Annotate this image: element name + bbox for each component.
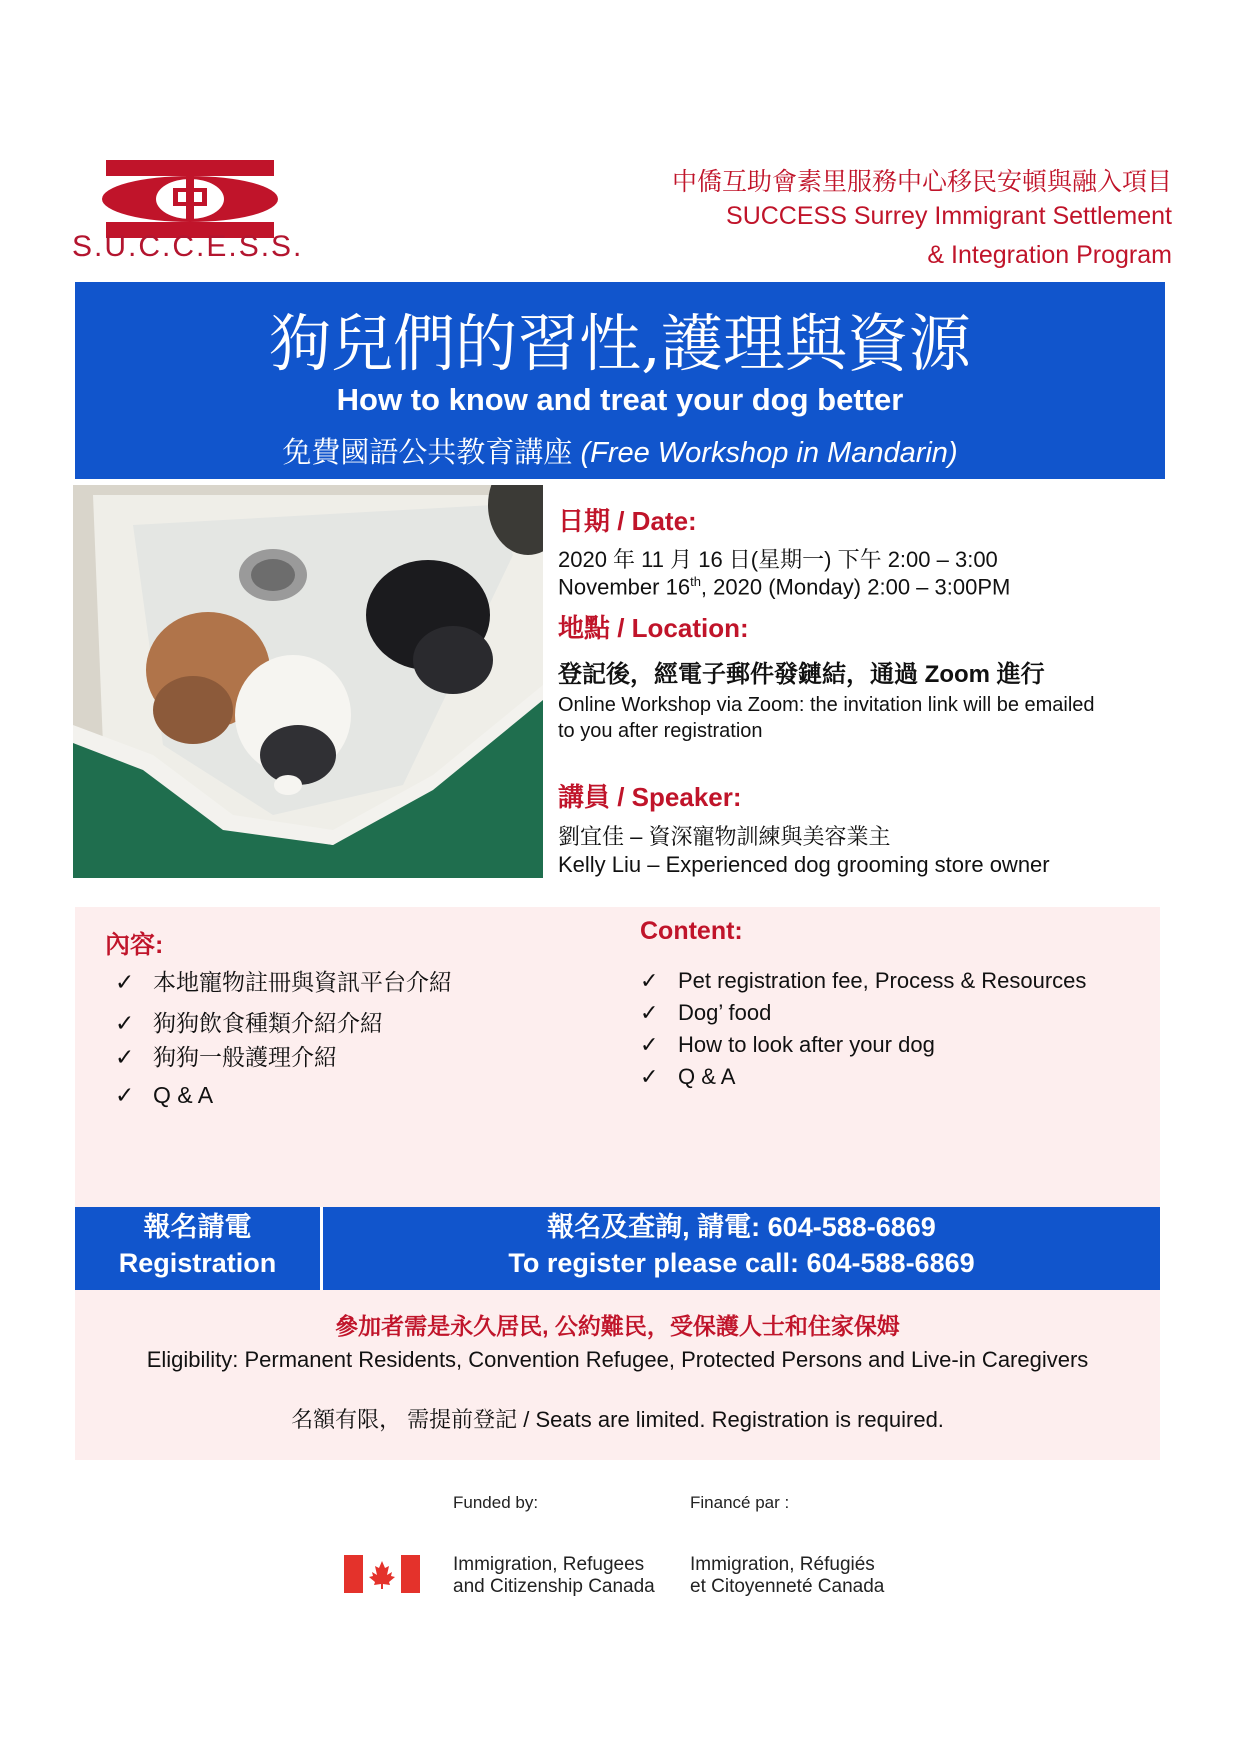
- list-item-text: Dog’ food: [678, 1000, 772, 1025]
- list-item: [640, 1061, 1086, 1093]
- location-en-line1: Online Workshop via Zoom: the invitation link will be emailed: [558, 694, 1095, 716]
- subtitle: [75, 430, 1165, 471]
- list-item: [115, 1078, 452, 1112]
- registration-phone-en: To register please call: 604-588-6869: [508, 1248, 975, 1278]
- org-name-zh: 中僑互助會素里服務中心移民安頓與融入項目: [671, 168, 1172, 196]
- dept-name-en-line2: and Citizenship Canada: [453, 1576, 655, 1597]
- subtitle-zh: 免費國語公共教育講座: [282, 437, 573, 469]
- checkmark-icon: ✓: [115, 1044, 135, 1070]
- list-item-text: Q & A: [678, 1064, 736, 1089]
- date-en-pre: November 16: [558, 574, 691, 600]
- eligibility-en: Eligibility: Permanent Residents, Convention Refugee, Protected Persons and Live-in Caregivers: [146, 1347, 1089, 1372]
- registration-phone: [323, 1207, 1160, 1290]
- registration-label: [75, 1207, 323, 1290]
- list-item-text: Pet registration fee, Process & Resources: [678, 968, 1087, 993]
- list-item: [640, 997, 1086, 1029]
- content-list-en: [640, 965, 1086, 1093]
- list-item: [115, 1006, 452, 1040]
- location-en-line2: to you after registration: [558, 720, 763, 742]
- checkmark-icon: ✓: [115, 1010, 135, 1036]
- subtitle-en: (Free Workshop in Mandarin): [580, 437, 958, 469]
- date-en: [558, 574, 1010, 600]
- org-name-en-line2: & Integration Program: [927, 241, 1172, 269]
- checkmark-icon: ✓: [115, 969, 135, 995]
- list-item: [640, 1029, 1086, 1061]
- list-item-text: 狗狗一般護理介紹: [153, 1044, 337, 1070]
- canada-flag-icon: [344, 1555, 420, 1593]
- date-en-sup: th: [690, 574, 701, 589]
- registration-label-zh: 報名請電: [143, 1212, 252, 1242]
- list-item-text: 狗狗飲食種類介紹介紹: [153, 1010, 383, 1036]
- content-section: [75, 907, 1160, 1207]
- location-heading: 地點 / Location:: [558, 613, 749, 643]
- puppies-photo: [73, 485, 543, 878]
- speaker-en: Kelly Liu – Experienced dog grooming store owner: [558, 852, 1050, 877]
- registration-label-en: Registration: [118, 1248, 277, 1278]
- title-en: How to know and treat your dog better: [336, 382, 904, 417]
- funded-by-en: Funded by:: [453, 1493, 539, 1512]
- date-zh: 2020 年 11 月 16 日(星期一) 下午 2:00 – 3:00: [558, 547, 998, 572]
- registration-bar: [75, 1207, 1160, 1290]
- date-en-post: , 2020 (Monday) 2:00 – 3:00PM: [700, 574, 1011, 600]
- checkmark-icon: ✓: [640, 1032, 659, 1057]
- list-item: [115, 1040, 452, 1074]
- dept-name-fr-line2: et Citoyenneté Canada: [690, 1576, 885, 1597]
- logo-wordmark: S.U.C.C.E.S.S.: [72, 230, 304, 263]
- checkmark-icon: ✓: [115, 1082, 135, 1108]
- list-item-text: How to look after your dog: [678, 1032, 935, 1057]
- org-name-en-line1: SUCCESS Surrey Immigrant Settlement: [726, 202, 1172, 230]
- content-heading-zh: 內容:: [105, 931, 164, 959]
- content-heading-en: Content:: [640, 917, 743, 945]
- checkmark-icon: ✓: [640, 968, 659, 993]
- dept-name-en-line1: Immigration, Refugees: [453, 1554, 645, 1575]
- content-list-zh: [115, 965, 452, 1112]
- seats-limited-note: 名額有限， 需提前登記 / Seats are limited. Registration is required.: [291, 1407, 944, 1432]
- location-zh: 登記後，經電子郵件發鏈結，通過 Zoom 進行: [558, 661, 1045, 688]
- eligibility-zh: 參加者需是永久居民, 公約難民，受保護人士和住家保姆: [335, 1313, 900, 1339]
- checkmark-icon: ✓: [640, 1064, 659, 1089]
- list-item-text: Q & A: [153, 1082, 214, 1108]
- registration-phone-zh: 報名及查詢, 請電: 604-588-6869: [547, 1212, 936, 1242]
- date-heading: 日期 / Date:: [558, 506, 697, 536]
- title-zh: 狗兒們的習性,護理與資源: [269, 307, 971, 380]
- list-item: [640, 965, 1086, 997]
- list-item: [115, 965, 452, 999]
- dept-name-fr-line1: Immigration, Réfugiés: [690, 1554, 875, 1575]
- title-banner: [75, 282, 1165, 479]
- eligibility-section: [75, 1290, 1160, 1460]
- list-item-text: 本地寵物註冊與資訊平台介紹: [153, 969, 452, 995]
- checkmark-icon: ✓: [640, 1000, 659, 1025]
- dept-name-fr: [690, 1554, 884, 1598]
- speaker-zh: 劉宜佳 – 資深寵物訓練與美容業主: [558, 824, 891, 849]
- dept-name-en: [453, 1554, 655, 1598]
- speaker-heading: 講員 / Speaker:: [558, 782, 742, 812]
- funded-by-fr: Financé par :: [690, 1493, 790, 1512]
